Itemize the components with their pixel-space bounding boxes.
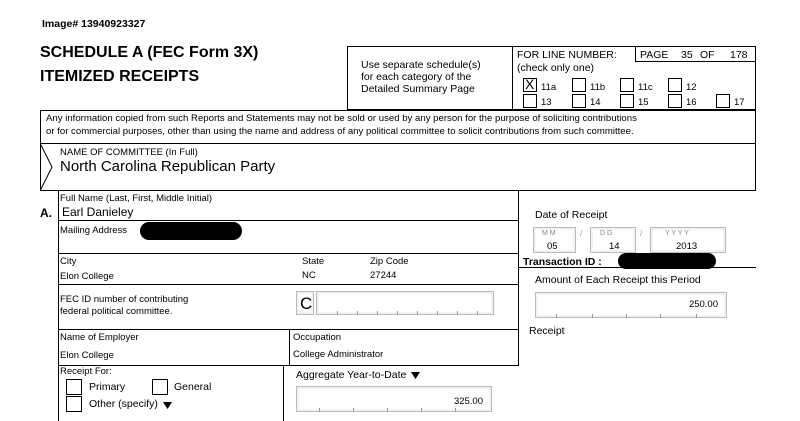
entry-right-border <box>518 190 519 366</box>
fec-id-prefix-box <box>296 291 314 315</box>
page-label: PAGE <box>640 49 669 61</box>
employer-value[interactable]: Elon College <box>60 350 114 361</box>
fec-id-label-2: federal political committee. <box>60 306 173 317</box>
schedule-title: SCHEDULE A (FEC Form 3X) <box>40 44 259 61</box>
page-underline <box>635 61 756 62</box>
city-label: City <box>60 256 77 267</box>
schedule-subtitle: ITEMIZED RECEIPTS <box>40 68 200 85</box>
line-11a-checkbox[interactable] <box>523 78 537 92</box>
aggregate-dropdown-icon[interactable] <box>411 372 420 379</box>
receipt-description-label: Receipt <box>529 325 565 337</box>
state-value[interactable]: NC <box>302 270 316 281</box>
general-checkbox[interactable] <box>152 379 168 395</box>
full-name-value[interactable]: Earl Danieley <box>62 205 134 219</box>
separate-schedule-note: Use separate schedule(s) for each category of the Detailed Summary Page <box>361 59 481 95</box>
employer-label: Name of Employer <box>60 332 139 343</box>
zip-value[interactable]: 27244 <box>370 270 397 281</box>
line-14-label: 14 <box>590 97 601 108</box>
mailing-address-label: Mailing Address <box>60 225 128 236</box>
aggregate-input[interactable] <box>296 386 492 412</box>
check-one-hint: (check only one) <box>517 62 595 74</box>
receipt-for-label: Receipt For: <box>60 366 112 377</box>
for-line-label: FOR LINE NUMBER: <box>517 49 617 61</box>
fec-underline <box>58 329 518 330</box>
mailing-underline <box>58 253 518 254</box>
other-dropdown-icon[interactable] <box>163 402 172 409</box>
occupation-value[interactable]: College Administrator <box>293 349 384 360</box>
line-11c-checkbox[interactable] <box>620 78 634 92</box>
redacted-transaction-id <box>618 253 716 269</box>
line-16-checkbox[interactable] <box>668 94 682 108</box>
page-current: 35 <box>681 49 693 61</box>
other-label: Other (specify) <box>89 398 158 410</box>
line-15-label: 15 <box>638 97 649 108</box>
page-divider <box>635 46 636 62</box>
page-of: OF <box>700 49 715 61</box>
receipt-aggregate-divider <box>283 365 284 421</box>
image-number: Image# 13940923327 <box>42 18 146 30</box>
line-16-label: 16 <box>686 97 697 108</box>
disclaimer-line-1: Any information copied from such Reports and Statements may not be sold or used by any person for the purpose of soliciting contributions <box>46 113 637 124</box>
aggregate-value: 325.00 <box>453 396 483 407</box>
date-year-value: 2013 <box>676 241 698 252</box>
amount-value: 250.00 <box>688 299 718 310</box>
committee-label: NAME OF COMMITTEE (In Full) <box>60 147 198 158</box>
other-checkbox[interactable] <box>66 396 82 412</box>
fec-id-label-1: FEC ID number of contributing <box>60 294 189 305</box>
line-12-label: 12 <box>686 82 697 93</box>
transaction-id-label: Transaction ID : <box>523 256 602 268</box>
committee-name: North Carolina Republican Party <box>60 158 276 175</box>
city-value[interactable]: Elon College <box>60 271 114 282</box>
date-month-value: 05 <box>547 241 558 252</box>
line-11a-label: 11a <box>541 82 557 93</box>
line-14-checkbox[interactable] <box>572 94 586 108</box>
date-year-field[interactable]: Y Y Y Y 2013 <box>650 227 726 253</box>
occupation-label: Occupation <box>293 332 342 343</box>
page-total: 178 <box>730 49 748 61</box>
fec-id-input[interactable] <box>316 291 494 315</box>
date-separator-2: / <box>640 229 643 238</box>
redacted-mailing-address <box>140 222 242 240</box>
amount-input[interactable] <box>535 292 727 318</box>
check-mark: X <box>525 76 535 92</box>
committee-arrow-icon <box>40 143 54 191</box>
line-11b-checkbox[interactable] <box>572 78 586 92</box>
date-of-receipt-label: Date of Receipt <box>535 209 608 221</box>
disclaimer-line-2: or for commercial purposes, other than using the name and address of any political committee to solicit contributions from such committee. <box>46 126 634 137</box>
employer-underline <box>58 365 518 366</box>
line-17-checkbox[interactable] <box>716 94 730 108</box>
line-11b-label: 11b <box>590 82 606 93</box>
city-underline <box>58 284 518 285</box>
amount-label: Amount of Each Receipt this Period <box>535 274 701 286</box>
employer-occupation-divider <box>289 329 290 366</box>
line-15-checkbox[interactable] <box>620 94 634 108</box>
fec-id-prefix: C <box>300 294 313 313</box>
entry-letter: A. <box>40 206 52 220</box>
zip-label: Zip Code <box>370 256 409 267</box>
date-month-field[interactable]: M M 05 <box>533 227 576 253</box>
entry-left-border <box>58 190 59 421</box>
full-name-underline <box>58 220 518 221</box>
line-13-checkbox[interactable] <box>523 94 537 108</box>
aggregate-label: Aggregate Year-to-Date <box>296 369 407 381</box>
line-17-label: 17 <box>734 97 745 108</box>
line-13-label: 13 <box>541 97 552 108</box>
date-day-value: 14 <box>609 241 620 252</box>
state-label: State <box>302 256 325 267</box>
line-12-checkbox[interactable] <box>668 78 682 92</box>
date-separator: / <box>580 229 583 238</box>
primary-checkbox[interactable] <box>66 379 82 395</box>
general-label: General <box>174 381 212 393</box>
date-day-field[interactable]: D D 14 <box>590 227 636 253</box>
primary-label: Primary <box>89 381 126 393</box>
full-name-label: Full Name (Last, First, Middle Initial) <box>60 193 213 204</box>
line-11c-label: 11c <box>638 82 653 93</box>
